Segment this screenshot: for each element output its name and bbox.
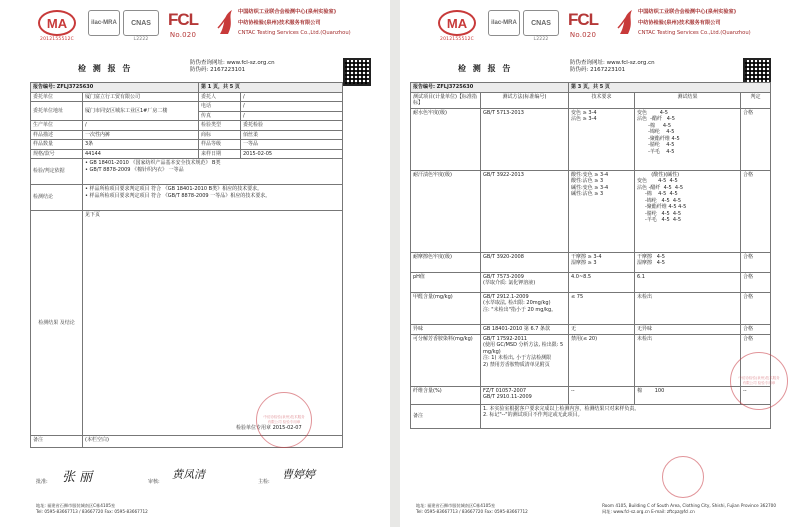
seam-stamp bbox=[662, 456, 704, 498]
test-judgement: -- bbox=[741, 386, 771, 404]
table-row bbox=[411, 386, 771, 404]
report-number: 报告编号: ZFLJ3725630 bbox=[31, 83, 199, 93]
page-number: 第 3 页，共 5 页 bbox=[569, 83, 771, 93]
field-value: / bbox=[241, 111, 343, 121]
field-label: 检测结果 及结论 bbox=[31, 211, 83, 436]
table-row bbox=[411, 324, 771, 334]
lab-name-block bbox=[238, 8, 388, 36]
table-row bbox=[31, 130, 343, 140]
test-result: 6.1 bbox=[635, 272, 741, 292]
report-title-bar bbox=[410, 58, 738, 82]
fcl-logo-code: No.020 bbox=[569, 31, 597, 39]
cnas-logo-code: L2222 bbox=[533, 37, 549, 42]
table-row bbox=[411, 108, 771, 170]
field-label: 生产单位 bbox=[31, 121, 83, 131]
test-judgement: 合格 bbox=[741, 252, 771, 272]
footer-address-cn: 地址: 福建省石狮市服装城南区C栋4105室 bbox=[36, 503, 116, 508]
test-result: 无异味 bbox=[635, 324, 741, 334]
report-header bbox=[400, 0, 790, 62]
test-method: GB/T 2912.1-2009 (水萃取法, 检出限: 20mg/kg) 注: "未检出"指小于 20 mg/kg。 bbox=[481, 292, 569, 324]
table-row bbox=[411, 334, 771, 386]
basis-line: • GB/T 8878-2009 《棉针织内衣》 一等品 bbox=[85, 166, 184, 173]
field-label: 委托单位 bbox=[31, 92, 83, 102]
table-row bbox=[411, 292, 771, 324]
test-method: GB/T 3922-2013 bbox=[481, 170, 569, 252]
inspector-signature: 曹婷婷 bbox=[282, 468, 315, 481]
cntac-flame-icon bbox=[616, 8, 638, 36]
footer-address-en: Room 4105, Building C of South Area, Clothing City, Shishi, Fujian Province 362700 bbox=[602, 503, 776, 508]
test-method: FZ/T 01057-2007 GB/T 2910.11-2009 bbox=[481, 386, 569, 404]
result-value: 见下页 bbox=[85, 212, 101, 218]
conclusion-cell bbox=[83, 185, 343, 211]
test-method: GB/T 3920-2008 bbox=[481, 252, 569, 272]
test-requirement: 4.0~8.5 bbox=[569, 272, 635, 292]
report-title-bar bbox=[30, 58, 358, 82]
field-value: 3条 bbox=[83, 140, 199, 150]
field-label: 来样日期 bbox=[199, 149, 241, 159]
ilac-logo bbox=[488, 10, 520, 36]
company-name-en: CNTAC Testing Services Co.,Ltd.(Quanzhou) bbox=[638, 30, 751, 36]
fcl-logo-mark: FCL bbox=[168, 10, 199, 29]
approver-label: 批准: bbox=[36, 479, 48, 485]
column-header: 测试项目(计量单位)【标准指标】 bbox=[411, 92, 481, 108]
field-label: 检测结论 bbox=[31, 185, 83, 211]
ma-logo-mark: MA bbox=[438, 10, 476, 36]
fcl-logo-mark: FCL bbox=[568, 10, 599, 29]
report-number: 报告编号: ZFLJ3725630 bbox=[411, 83, 569, 93]
qr-code bbox=[343, 58, 371, 86]
antifake-info bbox=[570, 60, 655, 74]
column-header: 测试结果 bbox=[635, 92, 741, 108]
page-number: 第 1 页，共 5 页 bbox=[199, 83, 343, 93]
test-method: GB/T 5713-2013 bbox=[481, 108, 569, 170]
test-requirement: 禁用(≤ 20) bbox=[569, 334, 635, 386]
test-requirement: 酸性:变色 ≥ 3-4 酸性:沾色 ≥ 3 碱性:变色 ≥ 3-4 碱性:沾色 ≥ 3 bbox=[569, 170, 635, 252]
cnas-logo bbox=[523, 10, 559, 42]
test-requirement: ≤ 75 bbox=[569, 292, 635, 324]
footer-right bbox=[602, 503, 776, 515]
ma-logo bbox=[438, 10, 476, 42]
antifake-info bbox=[190, 60, 275, 74]
ilac-logo-mark: ilac-MRA bbox=[88, 10, 120, 36]
test-judgement: 合格 bbox=[741, 108, 771, 170]
field-label: 备注 bbox=[31, 436, 83, 448]
company-name-cn: 中纺协检验(泉州)技术服务有限公司 bbox=[238, 20, 321, 26]
test-judgement: 合格 bbox=[741, 292, 771, 324]
fcl-logo bbox=[168, 10, 198, 39]
table-header-row bbox=[411, 92, 771, 108]
report-no-row bbox=[411, 83, 771, 93]
inspector-label: 主检: bbox=[258, 479, 270, 485]
test-judgement: 合格 bbox=[741, 334, 771, 386]
table-row bbox=[411, 252, 771, 272]
field-label: 委托人 bbox=[199, 92, 241, 102]
test-requirement: 变色 ≥ 3-4 沾色 ≥ 3-4 bbox=[569, 108, 635, 170]
column-header: 测试方法(标准编号) bbox=[481, 92, 569, 108]
footer-web: 网址: www.fcl-sz.org.cn E-mail: zftcpz@fcl.cn bbox=[602, 509, 695, 514]
test-item: 耐水色牢度(级) bbox=[411, 108, 481, 170]
field-label: 样品等级 bbox=[199, 140, 241, 150]
page-footer bbox=[36, 503, 376, 515]
report-summary-table bbox=[30, 82, 343, 448]
field-value: 一等品 bbox=[241, 140, 343, 150]
remark-label: 备注 bbox=[411, 404, 481, 428]
test-method: GB/T 7573-2009 (萃取介质: 氯化钾溶液) bbox=[481, 272, 569, 292]
test-judgement: 合格 bbox=[741, 170, 771, 252]
lab-name-block bbox=[638, 8, 788, 36]
test-results-table bbox=[410, 82, 771, 429]
test-method: GB/T 17592-2011 (使用 GC/MSD 分析方法, 检出限: 5mg/kg) 注: 1) 未检出, 小于方法检测限 2) 禁用芳香胺物质清单见附页 bbox=[481, 334, 569, 386]
page-gutter bbox=[390, 0, 400, 527]
fcl-logo-code: No.020 bbox=[169, 31, 197, 39]
report-page-1 bbox=[0, 0, 390, 527]
stamp-text: 中纺协检验(泉州)技术服务有限公司 检验专用章 bbox=[738, 376, 780, 385]
field-value: 44144 bbox=[83, 149, 199, 159]
report-title: 检 测 报 告 bbox=[458, 64, 513, 73]
cnas-logo bbox=[123, 10, 159, 42]
field-label: 电话 bbox=[199, 102, 241, 112]
reviewer-signature: 黄凤清 bbox=[172, 468, 205, 481]
antifake-code: 防伪码: 2167223101 bbox=[570, 67, 626, 73]
inspection-date: 检验单位专用章 2015-02-07 bbox=[236, 425, 302, 431]
field-value: 委托检验 bbox=[241, 121, 343, 131]
conclusion-line: • 样品所检项目要求判定项目 符合 《GB 18401-2010 B类》相应的技术要求。 bbox=[85, 186, 263, 192]
cntac-flame-icon bbox=[216, 8, 238, 36]
antifake-code: 防伪码: 2167223101 bbox=[190, 67, 246, 73]
antifake-url: 防伪查询网址: www.fcl-sz.org.cn bbox=[570, 60, 655, 66]
field-label: 委托单位地址 bbox=[31, 102, 83, 121]
lab-name-cn: 中国纺织工业联合会检测中心(泉州实验室) bbox=[638, 9, 737, 15]
field-value: 2015-02-05 bbox=[241, 149, 343, 159]
report-no-row bbox=[31, 83, 343, 93]
field-label: 检验/判定依据 bbox=[31, 159, 83, 185]
test-result: (酸性)(碱性) 变色 4-5 4-5 沾色 -醋纤 4-5 4-5 -棉 4-5 4-5 -锦纶 4-5 4-5 -聚酯纤维 4-5 4-5 -腈纶 4-5 4-5 -羊毛 4-5 4-5 bbox=[635, 170, 741, 252]
test-result: 棉 100 bbox=[635, 386, 741, 404]
field-value: / bbox=[241, 102, 343, 112]
lab-name-cn: 中国纺织工业联合会检测中心(泉州实验室) bbox=[238, 9, 337, 15]
antifake-url: 防伪查询网址: www.fcl-sz.org.cn bbox=[190, 60, 275, 66]
test-requirement: 无 bbox=[569, 324, 635, 334]
remark-line: 2. 标记"--"的测试项目不作判定或无此项目。 bbox=[483, 412, 583, 418]
cnas-logo-mark: CNAS bbox=[523, 10, 559, 36]
table-row bbox=[31, 121, 343, 131]
table-row bbox=[31, 140, 343, 150]
page-footer bbox=[416, 503, 776, 515]
test-item: pH值 bbox=[411, 272, 481, 292]
basis-line: • GB 18401-2010 《国家纺织产品基本安全技术规范》 B类 bbox=[85, 160, 221, 166]
table-row bbox=[31, 149, 343, 159]
remark-cell bbox=[481, 404, 771, 428]
approver-signature: 张 丽 bbox=[62, 470, 93, 485]
test-item: 耐汗渍色牢度(级) bbox=[411, 170, 481, 252]
field-label: 检验类型 bbox=[199, 121, 241, 131]
report-header bbox=[0, 0, 390, 62]
table-row bbox=[31, 159, 343, 185]
conclusion-line: • 样品所检项目要求判定项目 符合 《GB/T 8878-2009 一等品》相应的技术要求。 bbox=[85, 192, 271, 199]
field-label: 规格/款号 bbox=[31, 149, 83, 159]
ma-logo bbox=[38, 10, 76, 42]
cnas-logo-code: L2222 bbox=[133, 37, 149, 42]
sample-description: 一次性内裤 bbox=[83, 130, 199, 140]
footer-contact: Tel: 0595-83667713 / 83667720 Fax: 0595-83667712 bbox=[416, 509, 528, 514]
column-header: 判定 bbox=[741, 92, 771, 108]
test-item: 纤维含量(%) bbox=[411, 386, 481, 404]
table-row bbox=[31, 102, 343, 112]
test-item: 甲醛含量(mg/kg) bbox=[411, 292, 481, 324]
test-result: 变色 4-5 沾色 -醋纤 4-5 -棉 4-5 -锦纶 4-5 -聚酯纤维 4-5 -腈纶 4-5 -羊毛 4-5 bbox=[635, 108, 741, 170]
ilac-logo bbox=[88, 10, 120, 36]
table-row bbox=[31, 185, 343, 211]
reviewer-label: 审核: bbox=[148, 479, 160, 485]
test-judgement: 合格 bbox=[741, 324, 771, 334]
fcl-logo bbox=[568, 10, 598, 39]
field-value: 佰丝柔 bbox=[241, 130, 343, 140]
company-name-cn: 中纺协检验(泉州)技术服务有限公司 bbox=[638, 20, 721, 26]
test-requirement: 干摩擦 ≥ 3-4 湿摩擦 ≥ 3 bbox=[569, 252, 635, 272]
field-value: / bbox=[241, 92, 343, 102]
remark-value: (本栏空白) bbox=[83, 436, 343, 448]
inspection-stamp bbox=[730, 352, 788, 410]
footer-contact: Tel: 0595-83667713 / 83667720 Fax: 0595-83667712 bbox=[36, 509, 148, 514]
remark-line: 1. 本实验室根据客户要求完成以上检测内容，检测结果只对来样负责。 bbox=[483, 405, 640, 412]
report-title: 检 测 报 告 bbox=[78, 64, 133, 73]
inspection-stamp bbox=[256, 392, 312, 448]
field-label: 传真 bbox=[199, 111, 241, 121]
company-name-en: CNTAC Testing Services Co.,Ltd.(Quanzhou) bbox=[238, 30, 351, 36]
test-judgement: 合格 bbox=[741, 272, 771, 292]
test-requirement: -- bbox=[569, 386, 635, 404]
stamp-text: 中纺协检验(泉州)技术服务有限公司 检验专用章 bbox=[263, 415, 305, 424]
table-row bbox=[411, 272, 771, 292]
client-name: 厦门富立行工贸有限公司 bbox=[83, 92, 199, 102]
test-result: 未检出 bbox=[635, 334, 741, 386]
test-item: 耐摩擦色牢度(级) bbox=[411, 252, 481, 272]
ma-logo-code: 2012155512C bbox=[440, 37, 474, 42]
test-method: GB 18401-2010 第 6.7 条款 bbox=[481, 324, 569, 334]
field-value: / bbox=[83, 121, 199, 131]
test-result: 未检出 bbox=[635, 292, 741, 324]
client-address: 厦门市同安区城东工业区1#厂房二楼 bbox=[83, 102, 199, 121]
ma-logo-mark: MA bbox=[38, 10, 76, 36]
field-label: 样品描述 bbox=[31, 130, 83, 140]
table-row bbox=[31, 92, 343, 102]
table-row bbox=[411, 170, 771, 252]
test-item: 异味 bbox=[411, 324, 481, 334]
basis-cell bbox=[83, 159, 343, 185]
report-page-2 bbox=[400, 0, 790, 527]
column-header: 技术要求 bbox=[569, 92, 635, 108]
field-label: 样品数量 bbox=[31, 140, 83, 150]
footer-address-cn: 地址: 福建省石狮市服装城南区C栋4105室 bbox=[416, 503, 496, 508]
ma-logo-code: 2012155512C bbox=[40, 37, 74, 42]
cnas-logo-mark: CNAS bbox=[123, 10, 159, 36]
test-result: 干摩擦 4-5 湿摩擦 4-5 bbox=[635, 252, 741, 272]
table-row bbox=[411, 404, 771, 428]
test-item: 可分解芳香胺染料(mg/kg) bbox=[411, 334, 481, 386]
field-label: 商标 bbox=[199, 130, 241, 140]
ilac-logo-mark: ilac-MRA bbox=[488, 10, 520, 36]
